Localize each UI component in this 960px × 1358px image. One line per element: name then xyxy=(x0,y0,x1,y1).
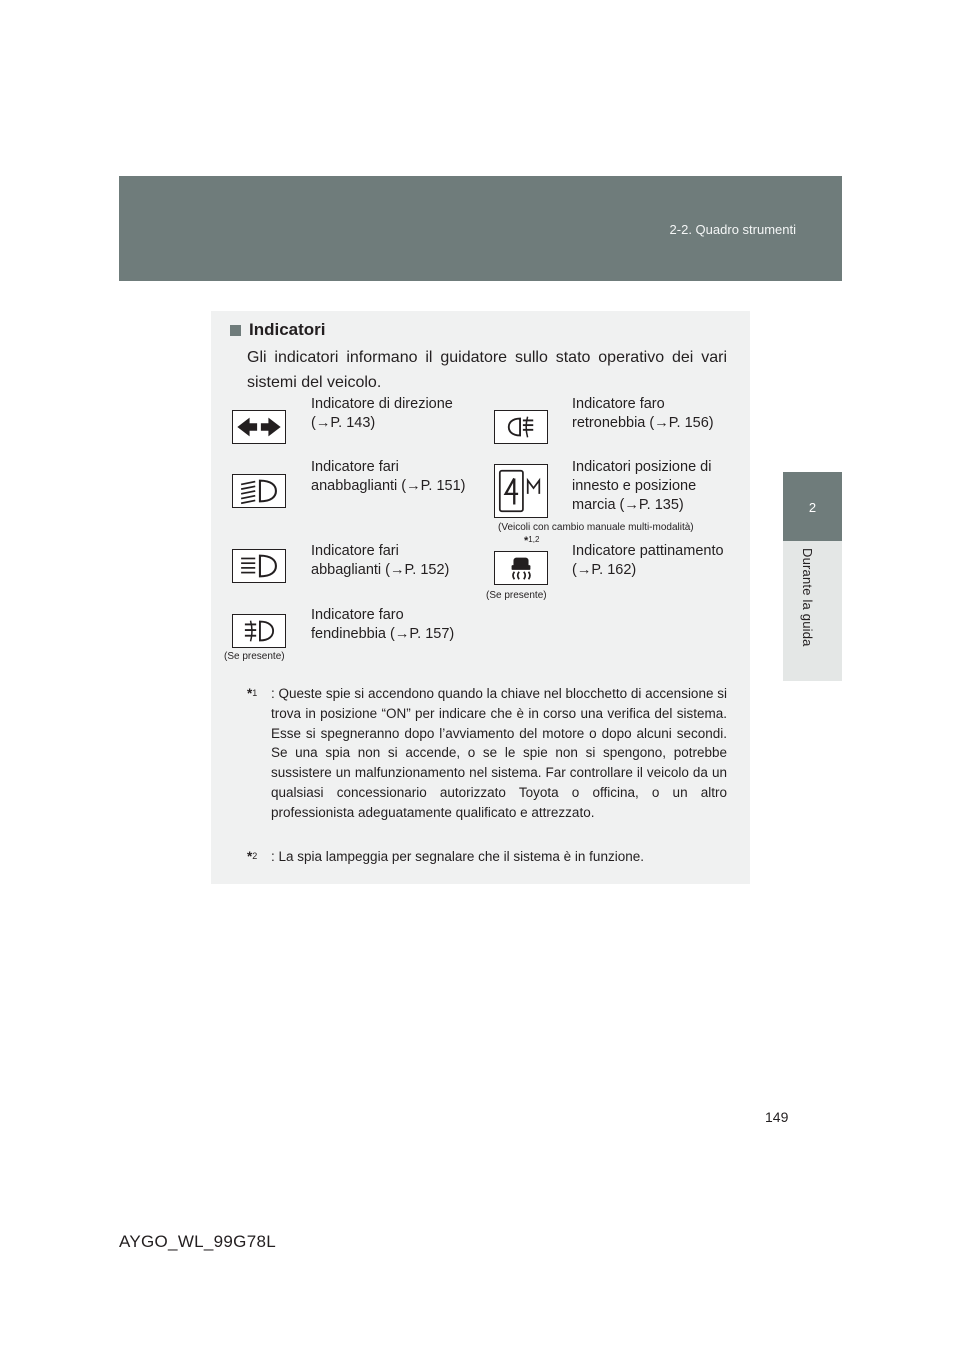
footnote-text: : La spia lampeggia per segnalare che il sistema è in funzione. xyxy=(271,849,644,864)
panel-intro: Gli indicatori informano il guidatore sullo stato operativo dei vari sistemi del veicolo. xyxy=(247,349,727,391)
indicators-panel xyxy=(211,311,750,884)
marker-superscript: 1,2 xyxy=(528,535,540,544)
high-beam-icon xyxy=(232,549,286,583)
low-beam-icon xyxy=(232,474,286,508)
asterisk: * xyxy=(247,686,253,701)
rear-fog-light-icon xyxy=(494,410,548,444)
footnote-2 xyxy=(247,847,727,867)
panel-heading xyxy=(230,320,326,340)
indicator-label: Indicatori posizione di innesto e posizione marcia (→P. 135) xyxy=(572,459,712,513)
gear-position-icon xyxy=(494,464,548,518)
slip-indicator-icon xyxy=(494,551,548,585)
indicator-label: Indicatore faro retronebbia (→P. 156) xyxy=(572,396,714,431)
header-band xyxy=(119,176,842,281)
front-fog-light-icon xyxy=(232,614,286,648)
section-title: 2-2. Quadro strumenti xyxy=(669,222,796,237)
asterisk: * xyxy=(524,535,529,547)
indicator-label: Indicatore fari abbaglianti (→P. 152) xyxy=(311,543,450,578)
footnote-text: : Queste spie si accendono quando la chiave nel blocchetto di accensione si trova in posizione “ON” per indicare che è in corso una verifica del sistema. Esse si spegneranno dopo l’avviamento del motore o dopo alcuni secondi. Se una spia non si accende, o se le spie non si spengono, potrebbe sussistere un malfunzionamento nel sistema. Far controllare il veicolo da un qualsiasi concessionario autorizzato Toyota o officina, o un altro professionista adeguatamente qualificato e attrezzato. xyxy=(271,686,727,820)
indicator-label: Indicatore fari anabbaglianti (→P. 151) xyxy=(311,459,466,494)
footnote-superscript: 1 xyxy=(252,688,258,698)
indicator-label: Indicatore pattinamento (→P. 162) xyxy=(572,543,724,578)
bullet-square-icon xyxy=(230,325,241,336)
indicator-note: (Se presente) xyxy=(224,651,285,662)
indicator-label: Indicatore di direzione (→P. 143) xyxy=(311,396,453,431)
chapter-title: Durante la guida xyxy=(800,548,815,647)
document-code: AYGO_WL_99G78L xyxy=(119,1232,276,1251)
chapter-tab: 2 xyxy=(783,472,842,541)
indicator-note: (Se presente) xyxy=(486,590,547,601)
footnote-mark xyxy=(247,847,257,867)
footnote-superscript: 2 xyxy=(252,851,258,861)
indicator-note: (Veicoli con cambio manuale multi-modalità) xyxy=(498,522,694,533)
panel-title: Indicatori xyxy=(249,320,326,339)
footnote-marker xyxy=(524,535,539,547)
page-number: 149 xyxy=(765,1109,789,1125)
turn-signal-arrows-icon xyxy=(232,410,286,444)
footnote-mark xyxy=(247,684,257,704)
footnote-1 xyxy=(247,684,727,823)
asterisk: * xyxy=(247,849,253,864)
indicator-label: Indicatore faro fendinebbia (→P. 157) xyxy=(311,607,455,642)
